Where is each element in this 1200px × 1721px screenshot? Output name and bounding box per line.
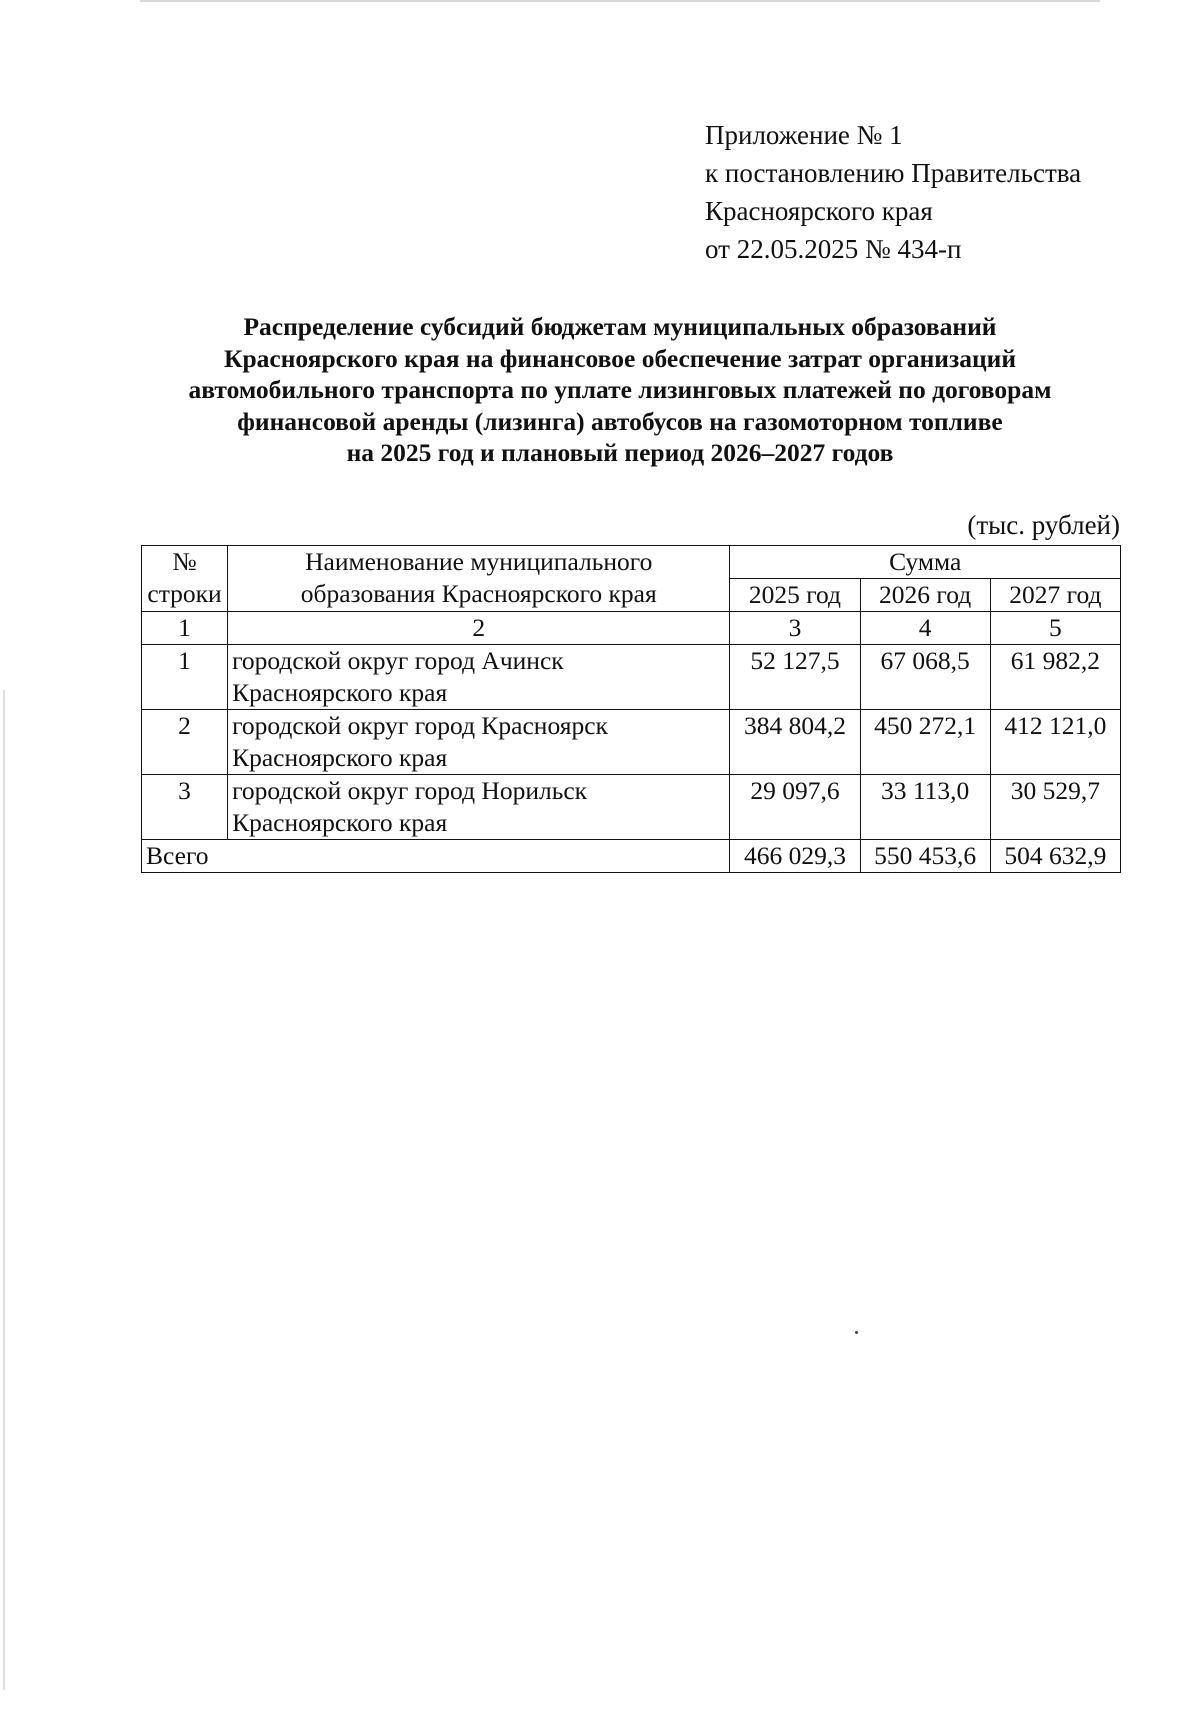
table-row xyxy=(142,775,1121,840)
municipality-name-line2: Красноярского края xyxy=(232,808,448,837)
row-number: 3 xyxy=(142,775,228,840)
appendix-line-number: Приложение № 1 xyxy=(705,120,903,150)
amount-2026: 450 272,1 xyxy=(860,710,990,775)
header-name-line1: Наименование муниципального xyxy=(305,547,653,576)
table-total-row xyxy=(142,840,1121,873)
amount-2026: 33 113,0 xyxy=(860,775,990,840)
document-title xyxy=(120,311,1120,469)
amount-2026: 67 068,5 xyxy=(860,645,990,710)
municipality-name xyxy=(228,645,730,710)
total-2027: 504 632,9 xyxy=(990,840,1120,873)
header-row-number xyxy=(142,546,228,612)
title-line-4: финансовой аренды (лизинга) автобусов на газомоторном топливе xyxy=(237,406,1003,436)
header-sum: Сумма xyxy=(730,546,1121,579)
column-number-4: 4 xyxy=(860,612,990,645)
row-number: 2 xyxy=(142,710,228,775)
table-row xyxy=(142,710,1121,775)
header-year-2025: 2025 год xyxy=(730,579,860,612)
appendix-reference xyxy=(705,116,1081,268)
title-line-5: на 2025 год и плановый период 2026–2027 годов xyxy=(346,438,894,467)
municipality-name-line2: Красноярского края xyxy=(232,678,448,707)
amount-2025: 29 097,6 xyxy=(730,775,860,840)
amount-2025: 384 804,2 xyxy=(730,710,860,775)
title-line-3: автомобильного транспорта по уплате лизинговых платежей по договорам xyxy=(188,375,1052,404)
title-line-2: Красноярского края на финансовое обеспечение затрат организаций xyxy=(223,343,1017,373)
column-number-5: 5 xyxy=(990,612,1120,645)
municipality-name-line1: городской округ город Ачинск xyxy=(232,646,564,675)
total-label: Всего xyxy=(142,840,730,873)
header-row-number-line2: строки xyxy=(147,579,222,608)
total-2026: 550 453,6 xyxy=(860,840,990,873)
column-number-1: 1 xyxy=(142,612,228,645)
scan-edge-top xyxy=(140,0,1100,2)
column-number-2: 2 xyxy=(228,612,730,645)
scan-edge-left xyxy=(3,690,5,1690)
amount-2027: 412 121,0 xyxy=(990,710,1120,775)
header-name-line2: образования Красноярского края xyxy=(300,579,657,608)
municipality-name xyxy=(228,775,730,840)
amount-2027: 61 982,2 xyxy=(990,645,1120,710)
table-column-numbers-row xyxy=(142,612,1121,645)
row-number: 1 xyxy=(142,645,228,710)
header-year-2026: 2026 год xyxy=(860,579,990,612)
table-header-row-1 xyxy=(142,546,1121,579)
appendix-line-date: от 22.05.2025 № 434-п xyxy=(705,234,962,264)
header-row-number-line1: № xyxy=(172,547,197,576)
amount-2025: 52 127,5 xyxy=(730,645,860,710)
header-year-2027: 2027 год xyxy=(990,579,1120,612)
appendix-line-region: Красноярского края xyxy=(705,196,933,226)
municipality-name-line1: городской округ город Норильск xyxy=(232,776,588,805)
municipality-name-line2: Красноярского края xyxy=(232,743,448,772)
subsidy-allocation-table xyxy=(141,545,1121,873)
header-municipality-name xyxy=(228,546,730,612)
title-line-1: Распределение субсидий бюджетам муниципальных образований xyxy=(243,312,997,341)
municipality-name-line1: городской округ город Красноярск xyxy=(232,711,608,740)
total-2025: 466 029,3 xyxy=(730,840,860,873)
municipality-name xyxy=(228,710,730,775)
amount-2027: 30 529,7 xyxy=(990,775,1120,840)
units-label: (тыс. рублей) xyxy=(967,510,1120,540)
scan-speck xyxy=(855,1331,858,1334)
appendix-line-resolution: к постановлению Правительства xyxy=(705,158,1082,188)
column-number-3: 3 xyxy=(730,612,860,645)
table-row xyxy=(142,645,1121,710)
